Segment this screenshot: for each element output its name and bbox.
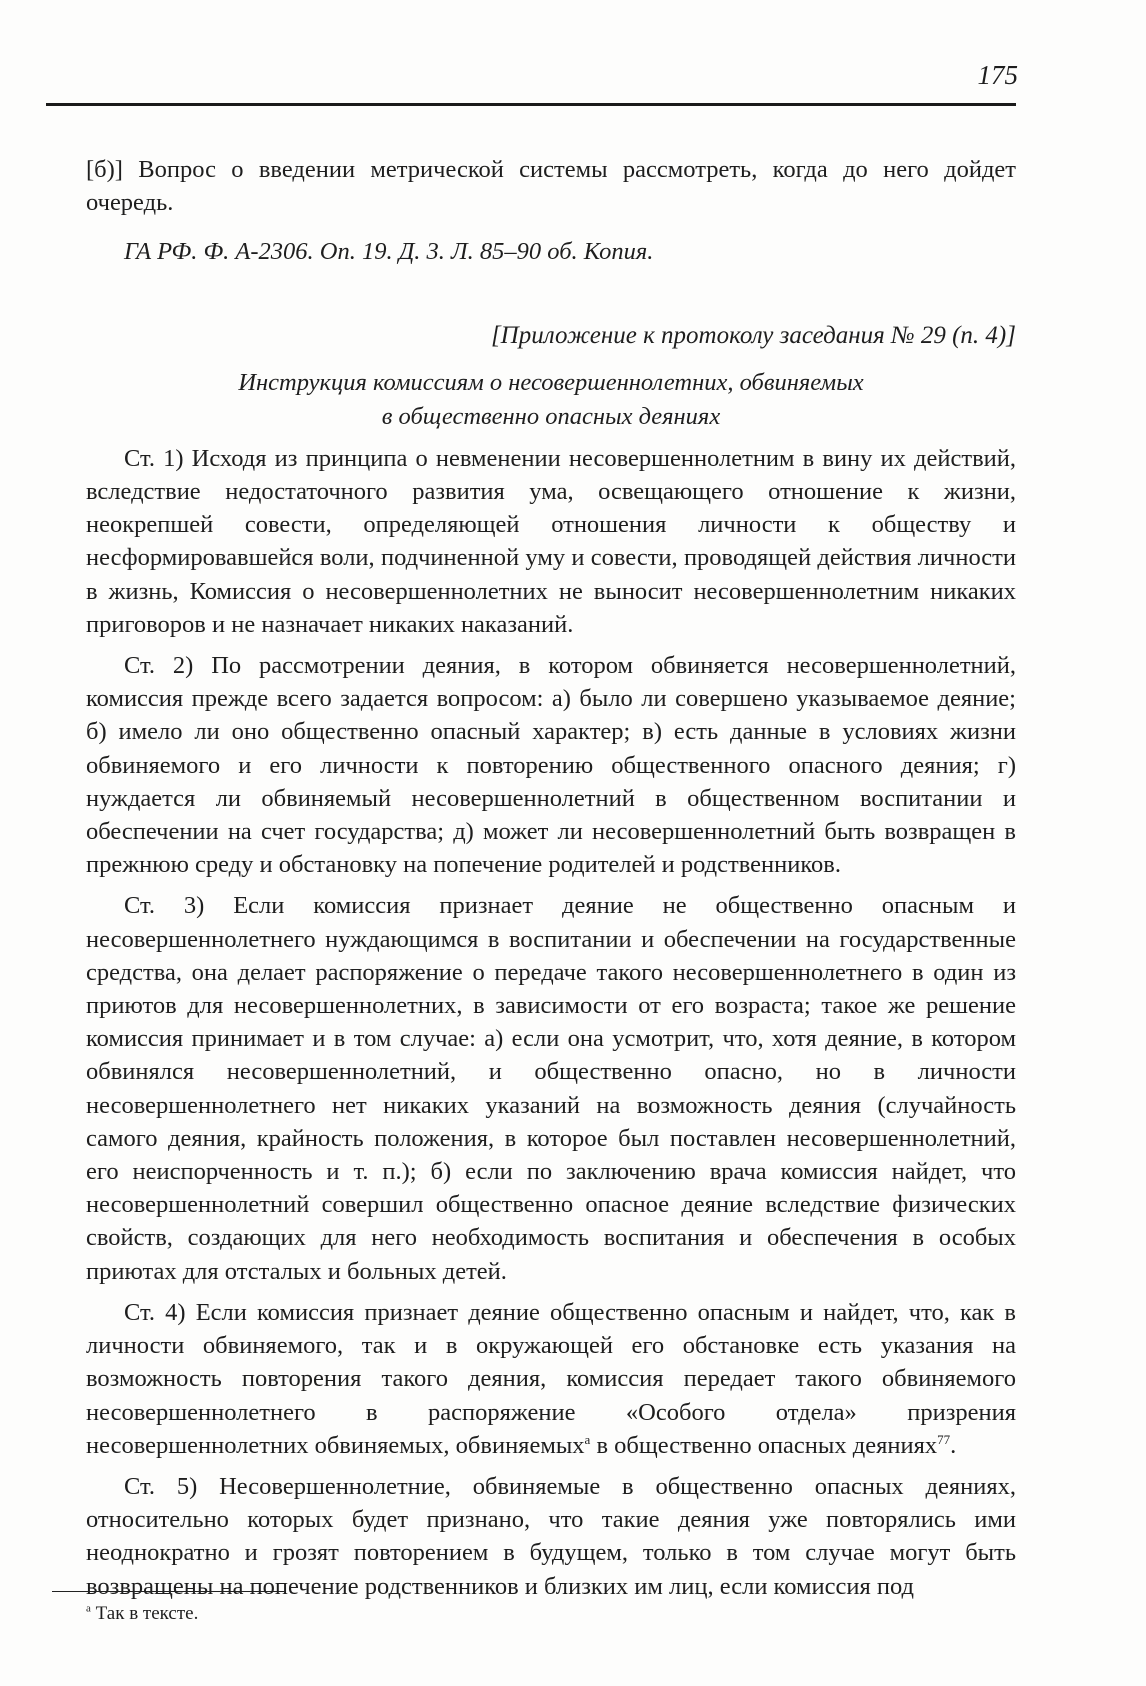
footnote-mark-a: a [584, 1431, 591, 1447]
document-title [86, 366, 1016, 434]
footnote-ref-77: 77 [937, 1431, 951, 1447]
article-4-end: . [950, 1431, 957, 1459]
footnote-mark: a [86, 1602, 91, 1615]
article-4 [86, 1296, 1016, 1462]
article-3: Ст. 3) Если комиссия признает деяние не общественно опасным и несовершеннолетнего нуждающимся в воспитании и обеспечении на государственные средства, она делает распоряжение о передаче такого несовершеннолетнего в один из приютов для несовершеннолетних, в зависимости от его возраста; такое же решение комиссия принимает и в том случае: а) если она усмотрит, что, хотя деяние, в котором обвинялся несовершеннолетний, и общественно опасно, но в личности несовершеннолетнего нет никаких указаний на возможность деяния (случайность самого деяния, крайность положения, в которое был поставлен несовершеннолетний, его неиспорченность и т. п.); б) если по заключению врача комиссия найдет, что несовершеннолетний совершил общественно опасное деяние вследствие физических свойств, создающих для него необходимость воспитания и обеспечения в особых приютах для отсталых и больных детей. [86, 892, 1016, 1285]
article-4-text: Ст. 4) Если комиссия признает деяние общественно опасным и найдет, что, как в личности обвиняемого, так и в окружающей его обстановке есть указания на возможность повторения такого деяния, комиссия передает такого обвиняемого несовершеннолетнего в распоряжение «Особого отдела» призрения несовершеннолетних обвиняемых, обвиняемых [86, 1298, 1016, 1459]
page-number: 175 [977, 60, 1018, 90]
article-1: Ст. 1) Исходя из принципа о невменении несовершеннолетним в вину их действий, вследствие недостаточного развития ума, освещающего отношение к жизни, неокрепшей совести, определяющей отношения личности к обществу и несформировавшейся воли, подчиненной уму и совести, проводящей действия личности в жизнь, Комиссия о несовершеннолетних не выносит несовершеннолетним никаких приговоров и не назначает никаких наказаний. [86, 444, 1016, 638]
appendix-note: [Приложение к протоколу заседания № 29 (п. 4)] [490, 321, 1016, 349]
title-line-2: в общественно опасных деяниях [381, 402, 721, 430]
document-body [86, 145, 1016, 1603]
intro-paragraph: [б)] Вопрос о введении метрической системы рассмотреть, когда до него дойдет очередь. [86, 156, 1016, 217]
title-line-1: Инструкция комиссиям о несовершеннолетних, обвиняемых [238, 368, 864, 396]
article-2: Ст. 2) По рассмотрении деяния, в котором обвиняется несовершеннолетний, комиссия прежде всего задается вопросом: а) было ли совершено указываемое деяние; б) имело ли оно общественно опасный характер; в) есть данные в условиях жизни обвиняемого и его личности к повторению общественного опасного деяния; г) нуждается ли обвиняемый несовершеннолетний в общественном воспитании и обеспечении на счет государства; д) может ли несовершеннолетний быть возвращен в прежнюю среду и обстановку на попечение родителей и родственников. [86, 652, 1016, 879]
header-rule [46, 103, 1016, 106]
footnote-text: Так в тексте. [95, 1603, 199, 1624]
footnote [86, 1603, 198, 1625]
article-4-tail: в общественно опасных деяниях [590, 1431, 938, 1459]
source-citation: ГА РФ. Ф. А-2306. Оп. 19. Д. 3. Л. 85–90 об. Копия. [124, 238, 654, 266]
footnote-rule [52, 1591, 284, 1592]
article-5: Ст. 5) Несовершеннолетние, обвиняемые в общественно опасных деяниях, относительно которых будет признано, что такие деяния уже повторялись ими неоднократно и грозят повторением в будущем, только в том случае могут быть возвращены на попечение родственников и близких им лиц, если комиссия под [86, 1472, 1016, 1600]
